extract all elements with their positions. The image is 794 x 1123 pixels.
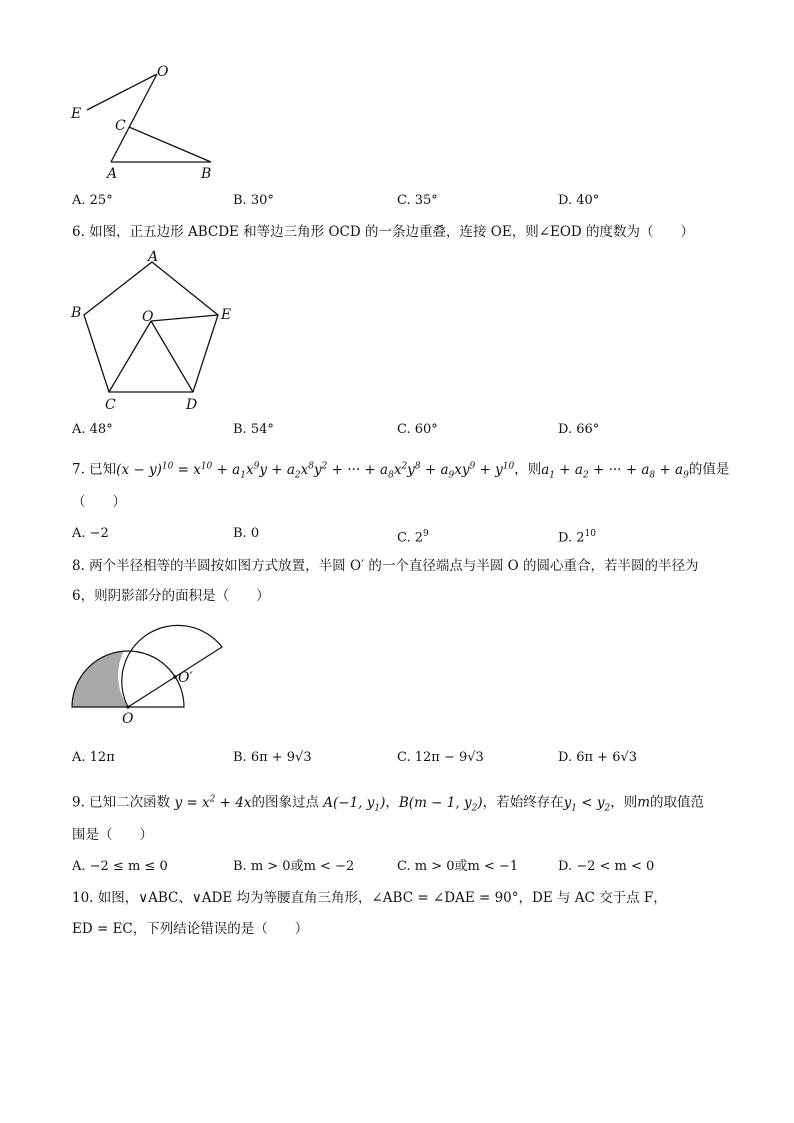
q7-option-c-exponent: 9 [423, 529, 429, 539]
q7-option-c-text: C. 2 [397, 530, 424, 546]
q5-figure [65, 60, 225, 185]
q8-option-b: B. 6π + 9√3 [233, 750, 312, 765]
q7-stem-prefix: 7. 已知 [72, 461, 117, 478]
q9-stem-suffix: ，若始终存在 [482, 794, 564, 811]
q7-option-d-exponent: 10 [584, 529, 596, 539]
q6-option-a: A. 48° [72, 422, 113, 437]
q9-point-a: A(−1, $y_1$) [318, 794, 386, 814]
q7-stem [72, 457, 729, 484]
q9-stem-line2: 围是（ ） [72, 827, 153, 843]
q9-stem-line1: 9. 已知二次函数 $y = x^2 + 4x$的图象过点 A(−1, $y_1$)，B(m − 1, $y_2$)，若始终存在$y_1 < y_2$，则m的取值范 [72, 794, 705, 814]
q6-option-c: C. 60° [397, 422, 438, 437]
q5-option-b: B. 30° [233, 193, 274, 208]
q9-inequality: $y_1 < y_2$ [563, 794, 611, 814]
point-E-label: E [71, 106, 82, 122]
q5-option-a: A. 25° [72, 193, 113, 208]
q9-function-expression: $y = x^2 + 4x$ [170, 794, 252, 811]
q9-stem-end: ，则 [610, 794, 638, 811]
q6-stem: 6. 如图，正五边形 ABCDE 和等边三角形 OCD 的一条边重叠，连接 OE，则∠EOD 的度数为（ ） [72, 224, 695, 240]
q8-stem-line2: 6，则阴影部分的面积是（ ） [72, 588, 270, 604]
q7-option-d [558, 525, 596, 547]
point-E-label: E [221, 307, 232, 323]
q9-option-d: D. −2 < m < 0 [558, 859, 655, 874]
point-O-label: O [142, 309, 154, 325]
point-O-label: O [157, 64, 169, 80]
q5-option-d: D. 40° [558, 193, 600, 208]
point-D-label: D [186, 397, 198, 413]
point-O-label: O [122, 711, 134, 727]
q9-point-b: B(m − 1, $y_2$) [398, 794, 483, 814]
q8-stem-line1: 8. 两个半径相等的半圆按如图方式放置，半圆 O′ 的一个直径端点与半圆 O 的圆心重合，若半圆的半径为 [72, 558, 699, 574]
q7-option-d-text: D. 2 [558, 530, 585, 546]
point-C-label: C [105, 397, 116, 413]
q7-sum-expression: $a_1 + a_2$ + ··· + $a_8 + a_9$ [541, 461, 689, 481]
q9-option-a: A. −2 ≤ m ≤ 0 [72, 859, 168, 874]
q9-option-b: B. m > 0或m < −2 [233, 859, 355, 874]
q8-option-a: A. 12π [72, 750, 115, 765]
q7-option-a: A. −2 [72, 526, 109, 541]
q9-variable-m: m [637, 794, 651, 811]
q7-binomial-expansion: $(x - y)^{10} = x^{10} + a_1x^9y + a_2x^8y^2$ + ··· + $a_8x^2y^8 + a_9xy^9 + y^{10}$ [116, 461, 515, 481]
q7-stem-middle: ，则 [514, 461, 542, 478]
q10-stem-line2: ED = EC，下列结论错误的是（ ） [72, 921, 309, 937]
q9-stem-prefix: 9. 已知二次函数 [72, 794, 171, 811]
q6-option-d: D. 66° [558, 422, 600, 437]
q7-answer-paren: （ ） [72, 494, 126, 510]
point-A-label: A [107, 166, 118, 182]
q5-option-c: C. 35° [397, 193, 438, 208]
q10-stem-line1: 10. 如图，∨ABC、∨ADE 均为等腰直角三角形，∠ABC = ∠DAE = 90°，DE 与 AC 交于点 F， [72, 890, 667, 906]
q8-figure [65, 612, 235, 727]
q9-stem-middle: 的图象过点 [251, 794, 319, 811]
q8-option-c: C. 12π − 9√3 [397, 750, 484, 765]
q9-option-c: C. m > 0或m < −1 [397, 859, 519, 874]
q7-option-b: B. 0 [233, 526, 260, 541]
q8-option-d: D. 6π + 6√3 [558, 750, 638, 765]
q6-option-b: B. 54° [233, 422, 274, 437]
q7-option-c [397, 525, 429, 547]
q6-figure [65, 245, 245, 415]
q9-stem-tail: 的取值范 [650, 794, 705, 811]
point-B-label: B [71, 305, 82, 321]
point-O-prime-label: O′ [178, 670, 193, 686]
point-C-label: C [115, 118, 126, 134]
point-B-label: B [201, 166, 212, 182]
point-A-label: A [148, 249, 159, 265]
q7-stem-suffix: 的值是 [688, 461, 730, 478]
